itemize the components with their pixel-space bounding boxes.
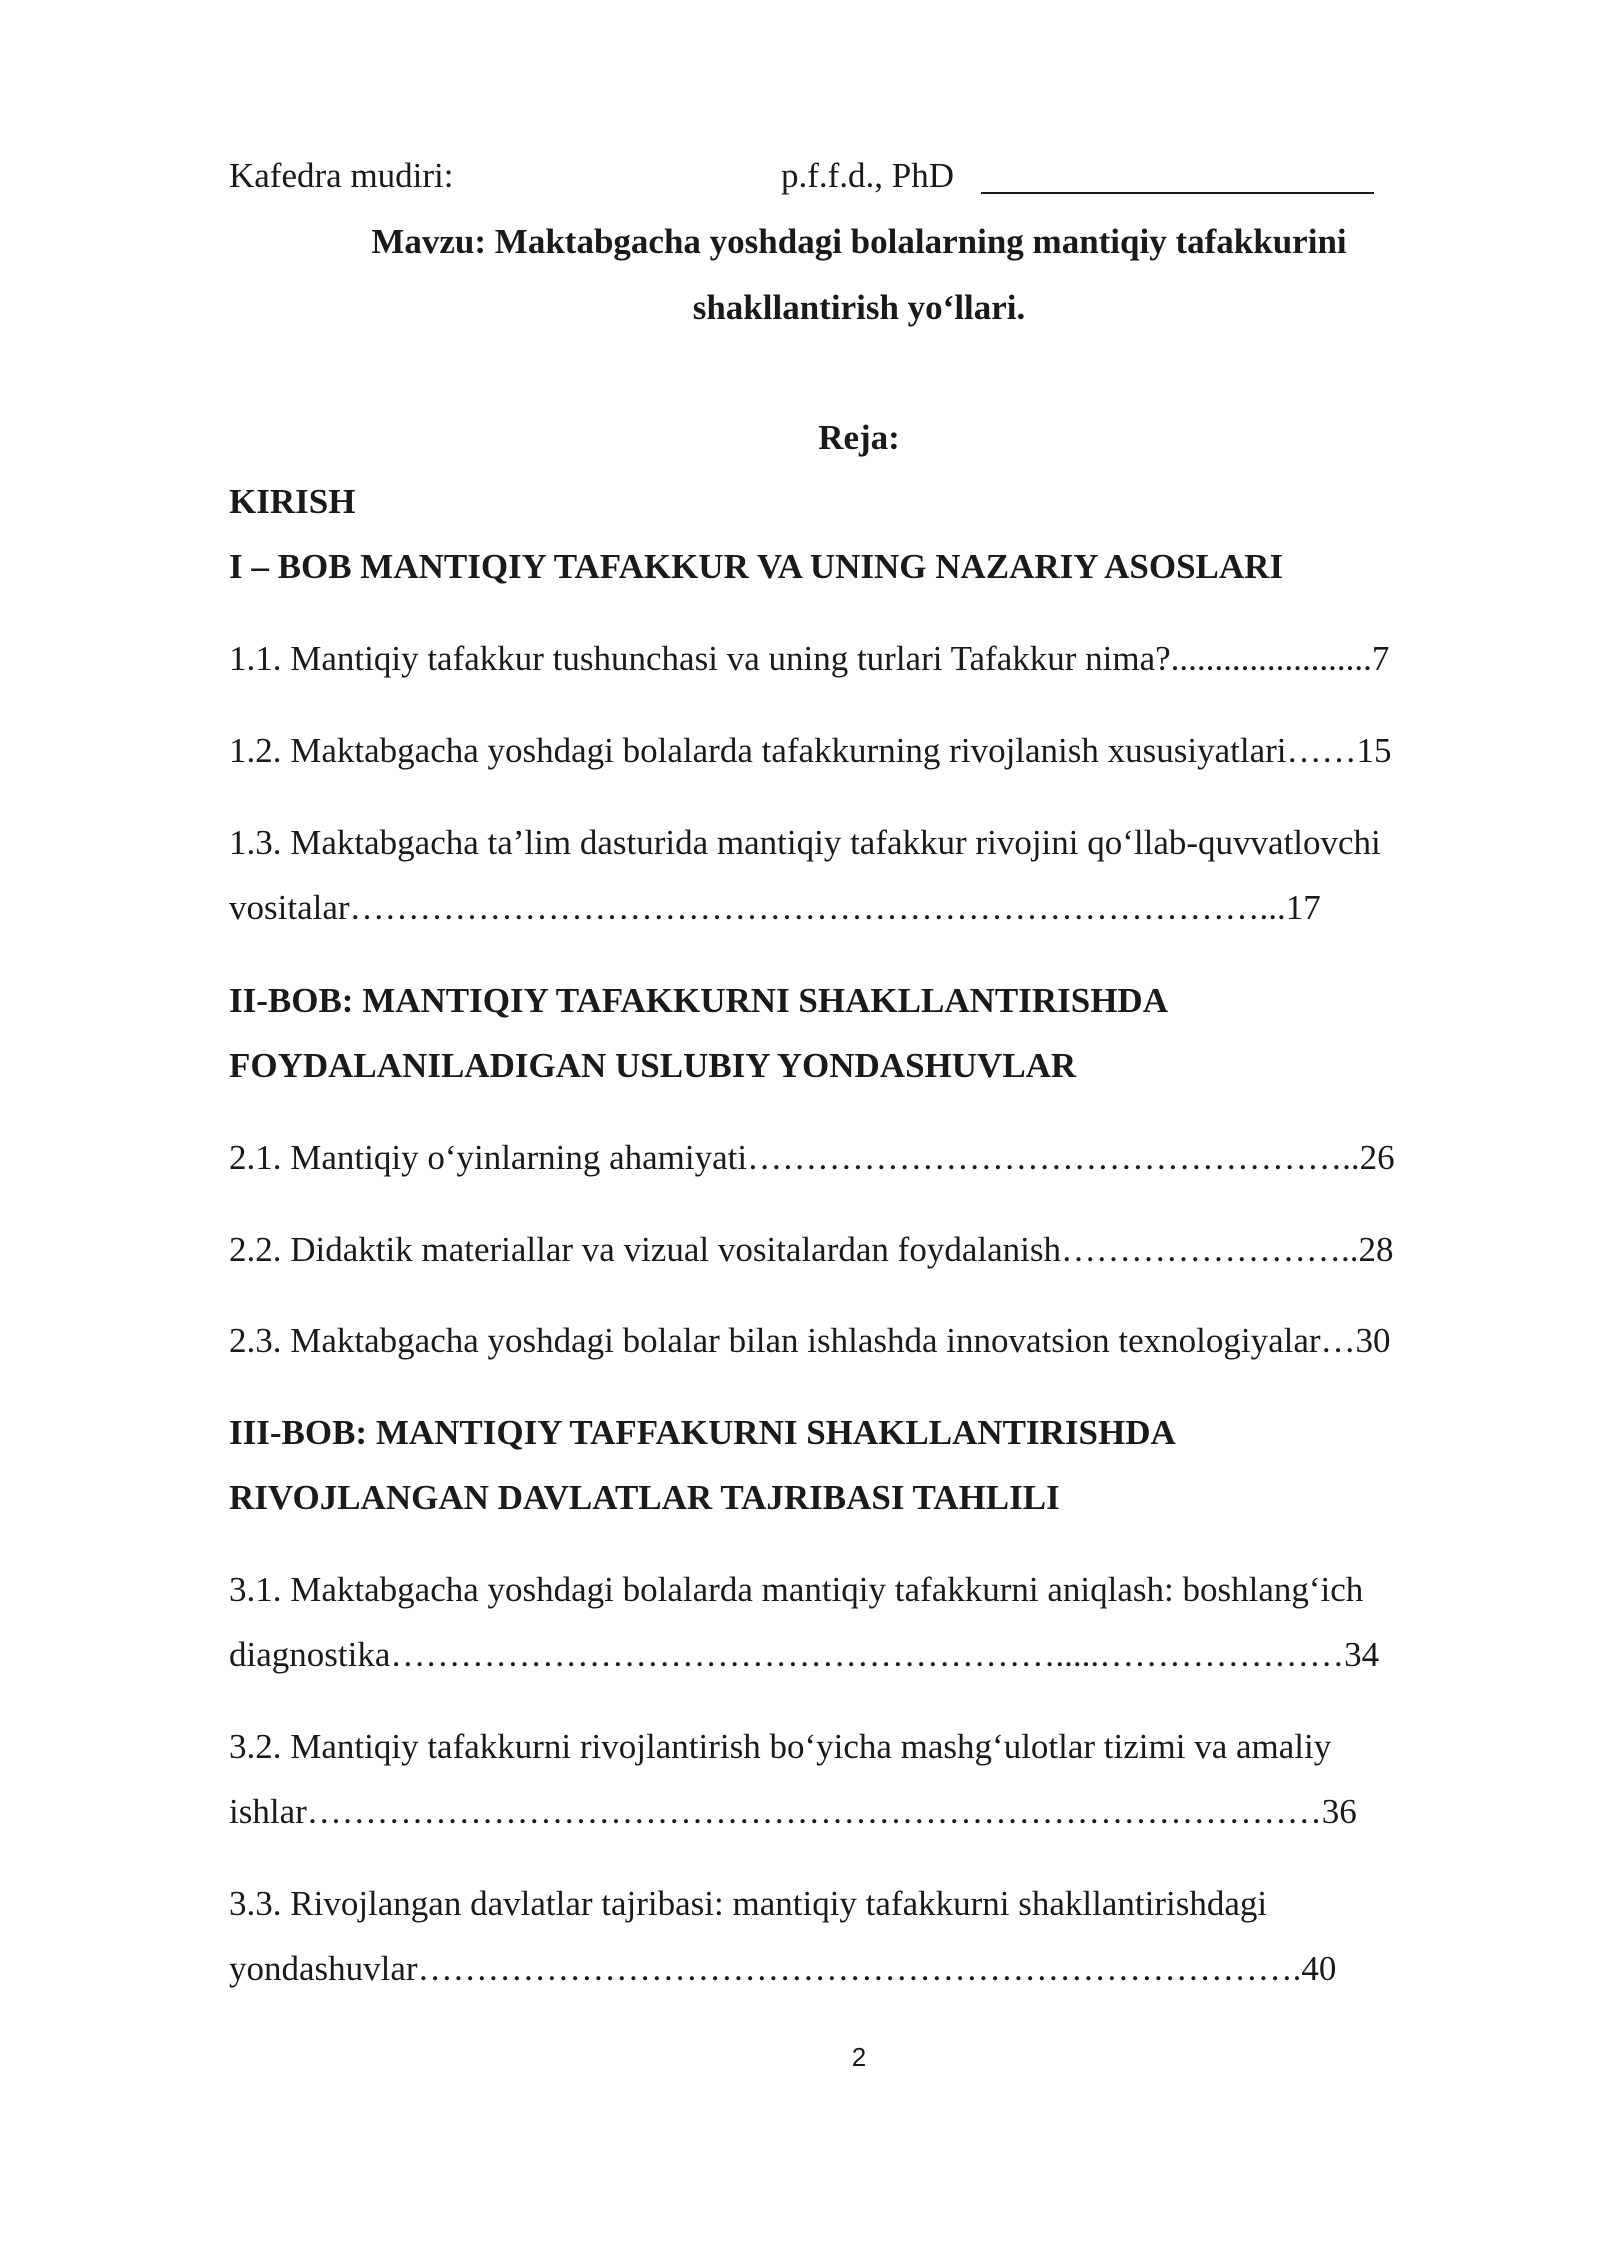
chapter-2-title-line-1: II-BOB: MANTIQIY TAFAKKURNI SHAKLLANTIRISHDA	[229, 981, 1168, 1020]
kafedra-label: Kafedra mudiri:	[229, 156, 454, 195]
page-number: 2	[851, 2042, 867, 2072]
chapter-1-title: I – BOB MANTIQIY TAFAKKUR VA UNING NAZARIY ASOSLARI	[229, 547, 1284, 586]
toc-item-2-3: 2.3. Maktabgacha yoshdagi bolalar bilan ishlashda innovatsion texnologiyalar…30	[229, 1321, 1391, 1360]
toc-item-2-1: 2.1. Mantiqiy o‘yinlarning ahamiyati……………………………………………..26	[229, 1138, 1395, 1177]
toc-item-3-3-line-2: yondashuvlar………………………………………………………………….40	[229, 1949, 1337, 1988]
topic-line-1: Mavzu: Maktabgacha yoshdagi bolalarning mantiqiy tafakkurini	[371, 222, 1347, 261]
signature-line	[981, 192, 1374, 194]
toc-item-3-1-line-2: diagnostika………………………………………………….....…………………34	[229, 1635, 1380, 1674]
toc-item-3-1-line-1: 3.1. Maktabgacha yoshdagi bolalarda mantiqiy tafakkurni aniqlash: boshlang‘ich	[229, 1570, 1364, 1609]
plan-heading: Reja:	[818, 418, 900, 457]
kafedra-title: p.f.f.d., PhD	[781, 156, 955, 195]
toc-item-1-3-line-2: vositalar……………………………………………………………………...17	[229, 888, 1321, 927]
chapter-3-title-line-1: III-BOB: MANTIQIY TAFFAKURNI SHAKLLANTIRISHDA	[229, 1413, 1176, 1452]
chapter-2-title-line-2: FOYDALANILADIGAN USLUBIY YONDASHUVLAR	[229, 1046, 1077, 1085]
toc-item-1-2: 1.2. Maktabgacha yoshdagi bolalarda tafakkurning rivojlanish xususiyatlari……15	[229, 731, 1392, 770]
chapter-3-title-line-2: RIVOJLANGAN DAVLATLAR TAJRIBASI TAHLILI	[229, 1478, 1060, 1517]
toc-item-3-2-line-1: 3.2. Mantiqiy tafakkurni rivojlantirish bo‘yicha mashg‘ulotlar tizimi va amaliy	[229, 1727, 1332, 1766]
toc-item-3-2-line-2: ishlar……………………………………………………………………………36	[229, 1792, 1357, 1831]
toc-item-2-2: 2.2. Didaktik materiallar va vizual vositalardan foydalanish……………………..28	[229, 1230, 1394, 1269]
intro-heading: KIRISH	[229, 482, 356, 521]
toc-item-1-3-line-1: 1.3. Maktabgacha ta’lim dasturida mantiqiy tafakkur rivojini qo‘llab-quvvatlovchi	[229, 823, 1381, 862]
topic-line-2: shakllantirish yo‘llari.	[692, 288, 1026, 327]
toc-item-1-1: 1.1. Mantiqiy tafakkur tushunchasi va uning turlari Tafakkur nima?.......................7	[229, 639, 1390, 678]
toc-item-3-3-line-1: 3.3. Rivojlangan davlatlar tajribasi: mantiqiy tafakkurni shakllantirishdagi	[229, 1884, 1268, 1923]
